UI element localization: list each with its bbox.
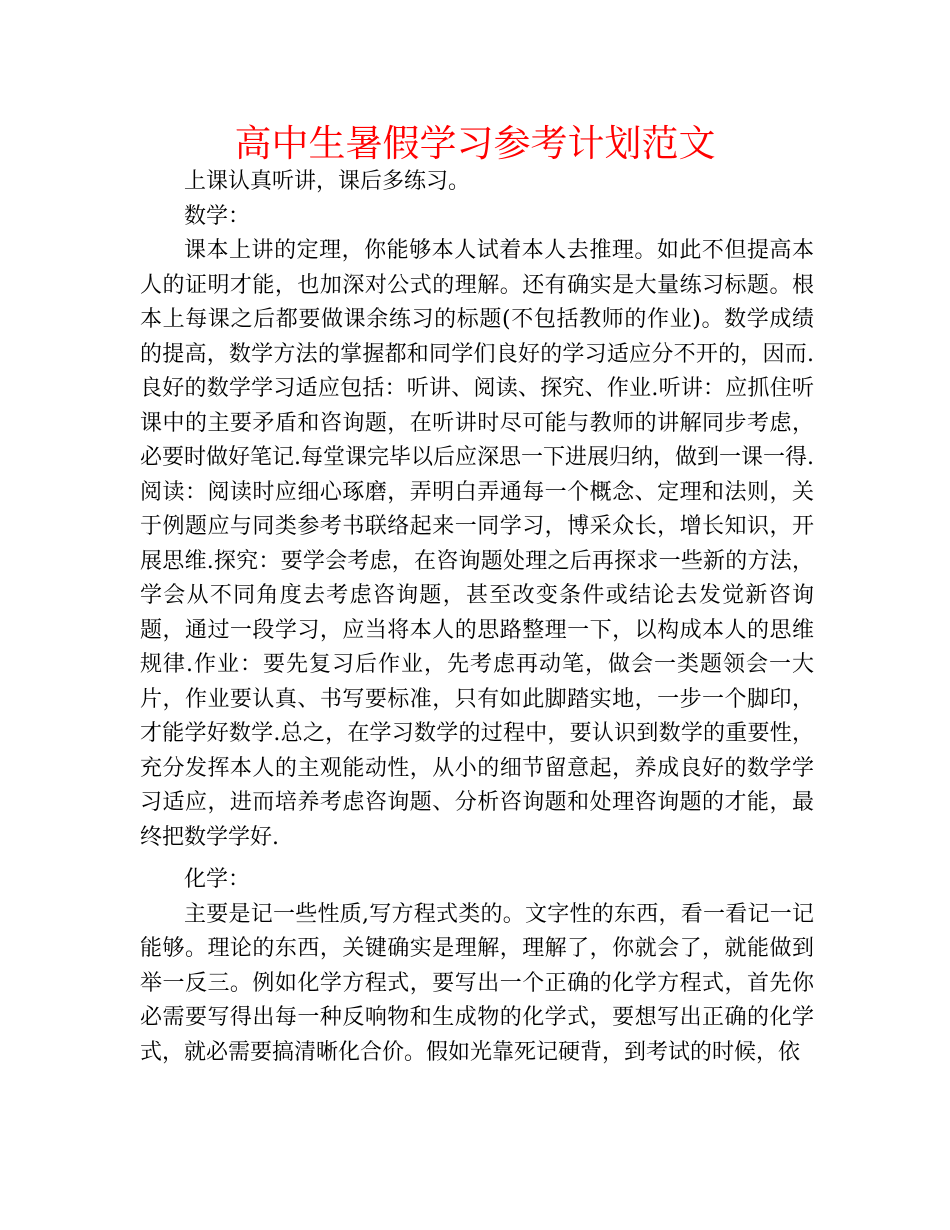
document-body	[140, 165, 814, 1070]
chemistry-heading: 化学：	[184, 867, 251, 892]
chemistry-paragraph: 主要是记一些性质,写方程式类的。文字性的东西，看一看记一记能够。理论的东西，关键确实是理解，理解了，你就会了，就能做到举一反三。例如化学方程式，要写出一个正确的化学方程式，首先你必需要写得出每一种反响物和生成物的化学式，要想写出正确的化学式，就必需要搞清晰化合价。假如光靠死记硬背，到考试的时候，依	[140, 901, 814, 1065]
math-heading: 数学：	[184, 203, 251, 229]
intro-line: 上课认真听讲，课后多练习。	[184, 169, 471, 194]
math-paragraph: 课本上讲的定理，你能够本人试着本人去推理。如此不但提高本人的证明才能，也加深对公式的理解。还有确实是大量练习标题。根本上每课之后都要做课余练习的标题(不包括教师的作业)。数学成绩的提高，数学方法的掌握都和同学们良好的学习适应分不开的，因而.良好的数学学习适应包括：听讲、阅读、探究、作业.听讲：应抓住听课中的主要矛盾和咨询题，在听讲时尽可能与教师的讲解同步考虑，必要时做好笔记.每堂课完毕以后应深思一下进展归纳，做到一课一得.阅读：阅读时应细心琢磨，弄明白弄通每一个概念、定理和法则，关于例题应与同类参考书联络起来一同学习，博采众长，增长知识，开展思维.探究：要学会考虑，在咨询题处理之后再探求一些新的方法，学会从不同角度去考虑咨询题，甚至改变条件或结论去发觉新咨询题，通过一段学习，应当将本人的思路整理一下，以构成本人的思维规律.作业：要先复习后作业，先考虑再动笔，做会一类题领会一大片，作业要认真、书写要标准，只有如此脚踏实地，一步一个脚印，才能学好数学.总之，在学习数学的过程中，要认识到数学的重要性，充分发挥本人的主观能动性，从小的细节留意起，养成良好的数学学习适应，进而培养考虑咨询题、分析咨询题和处理咨询题的才能，最终把数学学好.	[140, 238, 814, 850]
document-title: 高中生暑假学习参考计划范文	[234, 122, 716, 165]
